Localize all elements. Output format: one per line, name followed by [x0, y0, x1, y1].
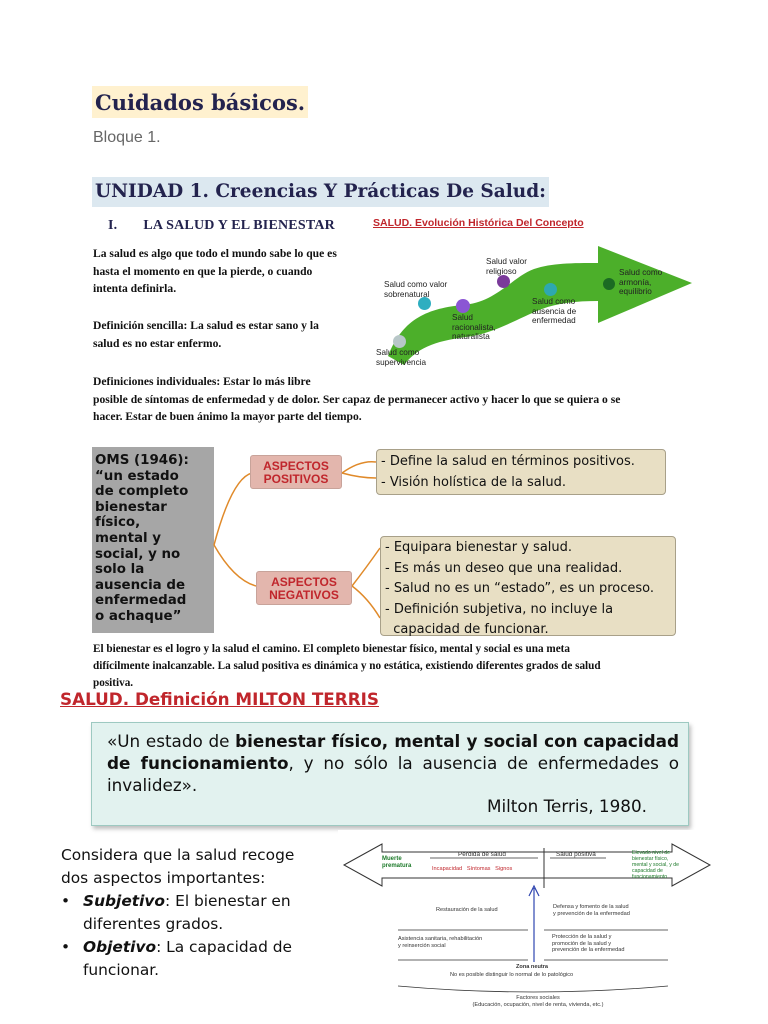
neutral-description: No es posible distinguir lo normal de lo patológico [450, 972, 574, 978]
stage-label-6: Salud como armonía, equilibrio [619, 268, 663, 296]
loss-label: Pérdida de salud [458, 851, 506, 858]
positive-aspects-label: ASPECTOS POSITIVOS [250, 455, 342, 489]
defense-label: Defensa y fomento de la salud y prevención de la enfermedad [553, 904, 630, 917]
list-item: - Equipara bienestar y salud. [385, 540, 573, 555]
social-factors-label: Factores sociales (Educación, ocupación, nivel de renta, vivienda, etc.) [472, 995, 604, 1008]
text-line: La salud es algo que todo el mundo sabe lo que es [93, 247, 337, 260]
restoration-label: Restauración de la salud [436, 907, 498, 913]
section-heading [108, 218, 335, 234]
right-end-label: Elevado nivel de bienestar físico, mental y social, y de capacidad de funcionamiento [632, 850, 679, 880]
stage-dot-3 [456, 299, 470, 313]
left-end-label: Muerte prematura [382, 856, 412, 869]
stage-label-5: Salud como ausencia de enfermedad [532, 297, 577, 325]
bullet-subjective: • Subjetivo: El bienestar en diferentes grados. [61, 892, 291, 933]
neutral-label: Zona neutra [516, 964, 549, 970]
loss-items: Incapacidad Síntomas Signos [432, 866, 513, 872]
stage-dot-5 [544, 283, 557, 296]
text-line: difícilmente inalcanzable. La salud positiva es dinámica y no estática, existiendo diferentes grados de salud [93, 660, 601, 672]
list-item: - Salud no es un “estado”, es un proceso. [385, 581, 654, 596]
terris-author: Milton Terris, 1980. [487, 796, 647, 816]
terris-quote: «Un estado de bienestar físico, mental y social con capacidad de funcionamiento, y no sólo la ausencia de enfermedades o invalidez». [107, 731, 679, 795]
list-item: - Definición subjetiva, no incluye la [385, 601, 614, 617]
terris-title: SALUD. Definición MILTON TERRIS [60, 689, 379, 709]
oms-definition-box: OMS (1946): “un estado de completo bienestar físico, mental y social, y no solo la ausencia de enfermedad o achaque” [92, 447, 214, 633]
text-line: Considera que la salud recoge [61, 846, 295, 864]
stage-label-1: Salud como supervivencia [376, 348, 427, 367]
block-subtitle: Bloque 1. [93, 129, 161, 146]
text-line: positiva. [93, 677, 134, 689]
health-continuum-diagram [338, 830, 716, 1020]
positive-label: Salud positiva [556, 851, 596, 858]
text-line: dos aspectos importantes: [61, 869, 266, 887]
intro-paragraph-2 [93, 317, 319, 352]
text-line: Definiciones individuales: Estar lo más libre [93, 375, 311, 388]
wellbeing-paragraph [93, 641, 601, 692]
text-line: El bienestar es el logro y la salud el camino. El completo bienestar físico, mental y social es una meta [93, 643, 570, 655]
stage-label-2: Salud como valor sobrenatural [384, 280, 448, 299]
stage-label-3: Salud racionalista, naturalista [452, 313, 496, 341]
section-heading-text: LA SALUD Y EL BIENESTAR [143, 218, 335, 233]
assistance-label: Asistencia sanitaria, rehabilitación y reinserción social [398, 936, 483, 949]
text-line: salud es no estar enfermo. [93, 336, 222, 350]
evolution-title: SALUD. Evolución Histórica Del Concepto [373, 217, 584, 229]
bullet-objective: • Objetivo: La capacidad de funcionar. [61, 938, 292, 979]
intro-paragraph-3 [93, 373, 620, 426]
text-line: hasta el momento en que la pierde, o cuando [93, 264, 313, 278]
list-item: capacidad de funcionar. [385, 622, 549, 637]
list-item: - Define la salud en términos positivos. [381, 454, 635, 469]
protection-label: Protección de la salud y promoción de la salud y prevención de la enfermedad [552, 934, 625, 954]
text-line: intenta definirla. [93, 282, 177, 295]
stage-dot-1 [393, 335, 406, 348]
text-line: posible de síntomas de enfermedad y de dolor. Ser capaz de permanecer activo y hacer lo que se quiera o se [93, 392, 621, 406]
positive-aspects-list [376, 449, 666, 495]
stage-dot-6 [603, 278, 615, 290]
section-number: I. [108, 218, 118, 233]
list-item: - Visión holística de la salud. [381, 474, 566, 490]
intro-paragraph-1 [93, 245, 337, 298]
text-line: hacer. Estar de buen ánimo la mayor parte del tiempo. [93, 410, 362, 423]
text-line: Definición sencilla: La salud es estar sano y la [93, 319, 319, 332]
negative-aspects-label: ASPECTOS NEGATIVOS [256, 571, 352, 605]
aspects-text [61, 844, 341, 982]
document-title: Cuidados básicos. [92, 86, 308, 118]
stage-label-4: Salud valor religioso [486, 257, 527, 276]
negative-aspects-list [380, 536, 676, 636]
unit-title: UNIDAD 1. Creencias Y Prácticas De Salud: [92, 177, 549, 207]
stage-dot-4 [497, 275, 510, 288]
list-item: - Es más un deseo que una realidad. [385, 560, 623, 576]
